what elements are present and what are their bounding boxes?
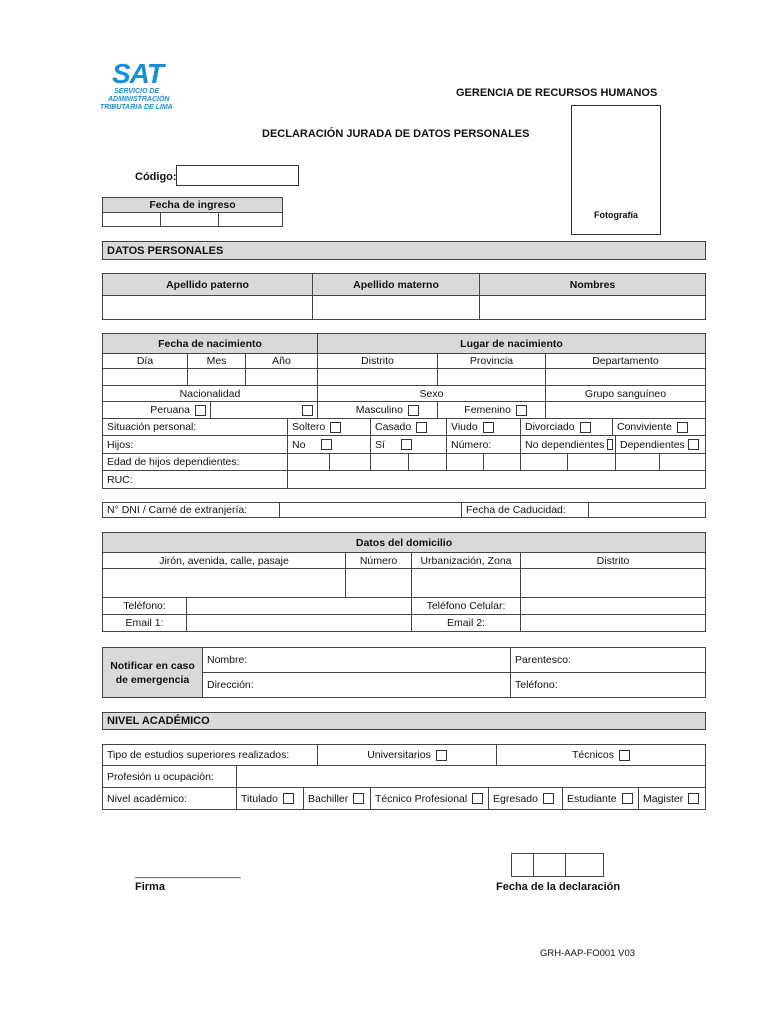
emergencia-label: Notificar en caso de emergencia: [102, 647, 203, 698]
codigo-label: Código:: [135, 171, 177, 183]
divorciado-label: Divorciado: [525, 421, 575, 433]
apellido-materno-input[interactable]: [312, 295, 480, 320]
distrito-dom-label: Distrito: [520, 552, 706, 569]
fecha-ingreso-header: Fecha de ingreso: [102, 197, 283, 213]
provincia-label: Provincia: [437, 353, 546, 369]
dependientes-checkbox[interactable]: [688, 439, 699, 450]
peruana-option[interactable]: [102, 401, 211, 419]
magister-checkbox[interactable]: [688, 793, 699, 804]
peruana-label: Peruana: [150, 404, 190, 416]
caducidad-input[interactable]: [588, 502, 706, 518]
numero-label: Número:: [451, 438, 492, 451]
masculino-option[interactable]: [317, 401, 438, 419]
bachiller-checkbox[interactable]: [353, 793, 364, 804]
fecha-ingreso-dia[interactable]: [102, 212, 161, 227]
egresado-label: Egresado: [493, 792, 538, 805]
edad-hijo-3[interactable]: [370, 453, 409, 471]
apellido-materno-header: Apellido materno: [312, 273, 480, 296]
hijos-si-label: Sí: [375, 438, 385, 451]
mes-input[interactable]: [187, 368, 246, 386]
apellido-paterno-header: Apellido paterno: [102, 273, 313, 296]
femenino-checkbox[interactable]: [516, 405, 527, 416]
apellido-paterno-input[interactable]: [102, 295, 313, 320]
dependientes-option[interactable]: [615, 435, 706, 454]
hijos-si-option[interactable]: [370, 435, 447, 454]
tecnicos-label: Técnicos: [571, 749, 614, 761]
tecnicos-option[interactable]: [496, 744, 706, 766]
otra-nacionalidad-option[interactable]: [210, 401, 318, 419]
tipo-estudios-label: Tipo de estudios superiores realizados:: [102, 744, 318, 766]
email2-input[interactable]: [520, 614, 706, 632]
fecha-decl-mes[interactable]: [533, 853, 566, 877]
dni-input[interactable]: [279, 502, 462, 518]
emergencia-parentesco-label: Parentesco:: [515, 654, 572, 666]
ruc-input[interactable]: [287, 470, 706, 489]
anio-input[interactable]: [245, 368, 318, 386]
firma-line: ___________________: [135, 868, 241, 879]
celular-label: Teléfono Celular:: [411, 597, 521, 615]
no-dependientes-label: No dependientes: [525, 438, 605, 451]
email2-label: Email 2:: [411, 614, 521, 632]
viudo-label: Viudo: [451, 421, 478, 433]
gerencia-title: GERENCIA DE RECURSOS HUMANOS: [456, 87, 658, 99]
edad-hijo-8[interactable]: [567, 453, 616, 471]
logo-line2: ADMINISTRACIÓN: [108, 96, 170, 103]
hijos-no-option[interactable]: [287, 435, 371, 454]
emergencia-telefono-label: Teléfono:: [515, 679, 558, 691]
logo-line1: SERVICIO DE: [114, 88, 160, 95]
estudiante-label: Estudiante: [567, 792, 617, 805]
email1-label: Email 1:: [102, 614, 187, 632]
grupo-sanguineo-label: Grupo sanguíneo: [545, 385, 706, 402]
dia-input[interactable]: [102, 368, 188, 386]
nombres-input[interactable]: [479, 295, 706, 320]
viudo-option[interactable]: [446, 418, 521, 436]
emergencia-direccion-label: Dirección:: [207, 679, 254, 691]
logo-line3: TRIBUTARIA DE LIMA: [100, 104, 173, 111]
no-dependientes-checkbox[interactable]: [607, 439, 613, 450]
domicilio-header: Datos del domicilio: [102, 532, 706, 553]
masculino-label: Masculino: [355, 404, 403, 416]
edad-hijo-10[interactable]: [659, 453, 706, 471]
lugar-nacimiento-header: Lugar de nacimiento: [317, 333, 706, 354]
mes-label: Mes: [187, 353, 246, 369]
femenino-option[interactable]: [437, 401, 546, 419]
masculino-checkbox[interactable]: [408, 405, 419, 416]
grupo-sanguineo-input[interactable]: [545, 401, 706, 419]
distrito-input[interactable]: [317, 368, 438, 386]
fecha-decl-anio[interactable]: [565, 853, 604, 877]
departamento-label: Departamento: [545, 353, 706, 369]
femenino-label: Femenino: [464, 404, 511, 416]
firma-label: Firma: [135, 881, 165, 893]
jiron-input[interactable]: [102, 568, 346, 598]
divorciado-option[interactable]: [520, 418, 613, 436]
soltero-checkbox[interactable]: [330, 422, 341, 433]
nacionalidad-label: Nacionalidad: [102, 385, 318, 402]
ruc-label: RUC:: [102, 470, 288, 489]
tecnicos-checkbox[interactable]: [619, 750, 630, 761]
logo-text: SAT: [112, 58, 163, 89]
estudiante-option[interactable]: [562, 787, 639, 810]
situacion-label: Situación personal:: [102, 418, 288, 436]
caducidad-label: Fecha de Caducidad:: [461, 502, 589, 518]
soltero-label: Soltero: [292, 421, 326, 433]
soltero-option[interactable]: [287, 418, 371, 436]
emergencia-nombre[interactable]: [202, 647, 511, 673]
magister-label: Magister: [643, 792, 684, 805]
urbanizacion-label: Urbanización, Zona: [411, 552, 521, 569]
numero-hijos[interactable]: [446, 435, 521, 454]
section-datos-personales: DATOS PERSONALES: [102, 241, 706, 260]
dia-label: Día: [102, 353, 188, 369]
otra-nacionalidad-checkbox[interactable]: [302, 405, 313, 416]
conviviente-checkbox[interactable]: [677, 422, 688, 433]
edad-hijo-9[interactable]: [615, 453, 660, 471]
bachiller-label: Bachiller: [308, 792, 349, 805]
tecnico-profesional-label: Técnico Profesional: [375, 792, 468, 805]
profesion-label: Profesión u ocupación:: [102, 765, 237, 788]
fecha-nacimiento-header: Fecha de nacimiento: [102, 333, 318, 354]
universitarios-label: Universitarios: [367, 749, 431, 761]
fecha-ingreso-anio[interactable]: [218, 212, 283, 227]
fecha-decl-dia[interactable]: [511, 853, 534, 877]
departamento-input[interactable]: [545, 368, 706, 386]
edad-hijo-5[interactable]: [446, 453, 484, 471]
dni-label: N° DNI / Carné de extranjería:: [102, 502, 280, 518]
dependientes-label: Dependientes: [620, 438, 685, 451]
numero-label-dom: Número: [345, 552, 412, 569]
no-dependientes-option[interactable]: [520, 435, 616, 454]
universitarios-option[interactable]: [317, 744, 497, 766]
titulado-option[interactable]: [236, 787, 304, 810]
nivel-label: Nivel académico:: [102, 787, 237, 810]
magister-option[interactable]: [638, 787, 706, 810]
photo-label: Fotografía: [594, 210, 638, 220]
tecnico-profesional-checkbox[interactable]: [472, 793, 483, 804]
telefono-input[interactable]: [186, 597, 412, 615]
distrito-label: Distrito: [317, 353, 438, 369]
hijos-label: Hijos:: [102, 435, 288, 454]
edad-hijo-6[interactable]: [483, 453, 521, 471]
provincia-input[interactable]: [437, 368, 546, 386]
universitarios-checkbox[interactable]: [436, 750, 447, 761]
email1-input[interactable]: [186, 614, 412, 632]
edad-hijos-label: Edad de hijos dependientes:: [102, 453, 288, 471]
emergencia-parentesco[interactable]: [510, 647, 706, 673]
egresado-option[interactable]: [488, 787, 563, 810]
section-nivel-academico: NIVEL ACADÉMICO: [102, 712, 706, 730]
telefono-label: Teléfono:: [102, 597, 187, 615]
fecha-ingreso-mes[interactable]: [160, 212, 219, 227]
conviviente-label: Conviviente: [617, 421, 672, 433]
casado-option[interactable]: [370, 418, 447, 436]
emergencia-telefono[interactable]: [510, 672, 706, 698]
edad-hijo-1[interactable]: [287, 453, 330, 471]
bachiller-option[interactable]: [303, 787, 371, 810]
titulado-checkbox[interactable]: [283, 793, 294, 804]
edad-hijo-4[interactable]: [408, 453, 447, 471]
sat-logo: [100, 60, 190, 112]
emergencia-direccion[interactable]: [202, 672, 511, 698]
urbanizacion-input[interactable]: [411, 568, 521, 598]
casado-label: Casado: [375, 421, 412, 433]
page-title: DECLARACIÓN JURADA DE DATOS PERSONALES: [262, 128, 530, 140]
distrito-dom-input[interactable]: [520, 568, 706, 598]
numero-dom-input[interactable]: [345, 568, 412, 598]
codigo-input[interactable]: [176, 165, 299, 186]
casado-checkbox[interactable]: [416, 422, 427, 433]
hijos-si-checkbox[interactable]: [401, 439, 412, 450]
fecha-declaracion-label: Fecha de la declaración: [496, 881, 621, 893]
divorciado-checkbox[interactable]: [580, 422, 591, 433]
form-code: GRH-AAP-FO001 V03: [540, 948, 636, 959]
peruana-checkbox[interactable]: [195, 405, 206, 416]
photo-box[interactable]: [571, 105, 661, 235]
tecnico-profesional-option[interactable]: [370, 787, 489, 810]
emergencia-nombre-label: Nombre:: [207, 654, 248, 666]
edad-hijo-2[interactable]: [329, 453, 371, 471]
celular-input[interactable]: [520, 597, 706, 615]
conviviente-option[interactable]: [612, 418, 706, 436]
egresado-checkbox[interactable]: [543, 793, 554, 804]
hijos-no-checkbox[interactable]: [321, 439, 332, 450]
nombres-header: Nombres: [479, 273, 706, 296]
hijos-no-label: No: [292, 438, 306, 451]
anio-label: Año: [245, 353, 318, 369]
edad-hijo-7[interactable]: [520, 453, 568, 471]
profesion-input[interactable]: [236, 765, 706, 788]
sexo-label: Sexo: [317, 385, 546, 402]
titulado-label: Titulado: [241, 792, 278, 805]
estudiante-checkbox[interactable]: [622, 793, 633, 804]
jiron-label: Jirón, avenida, calle, pasaje: [102, 552, 346, 569]
viudo-checkbox[interactable]: [483, 422, 494, 433]
